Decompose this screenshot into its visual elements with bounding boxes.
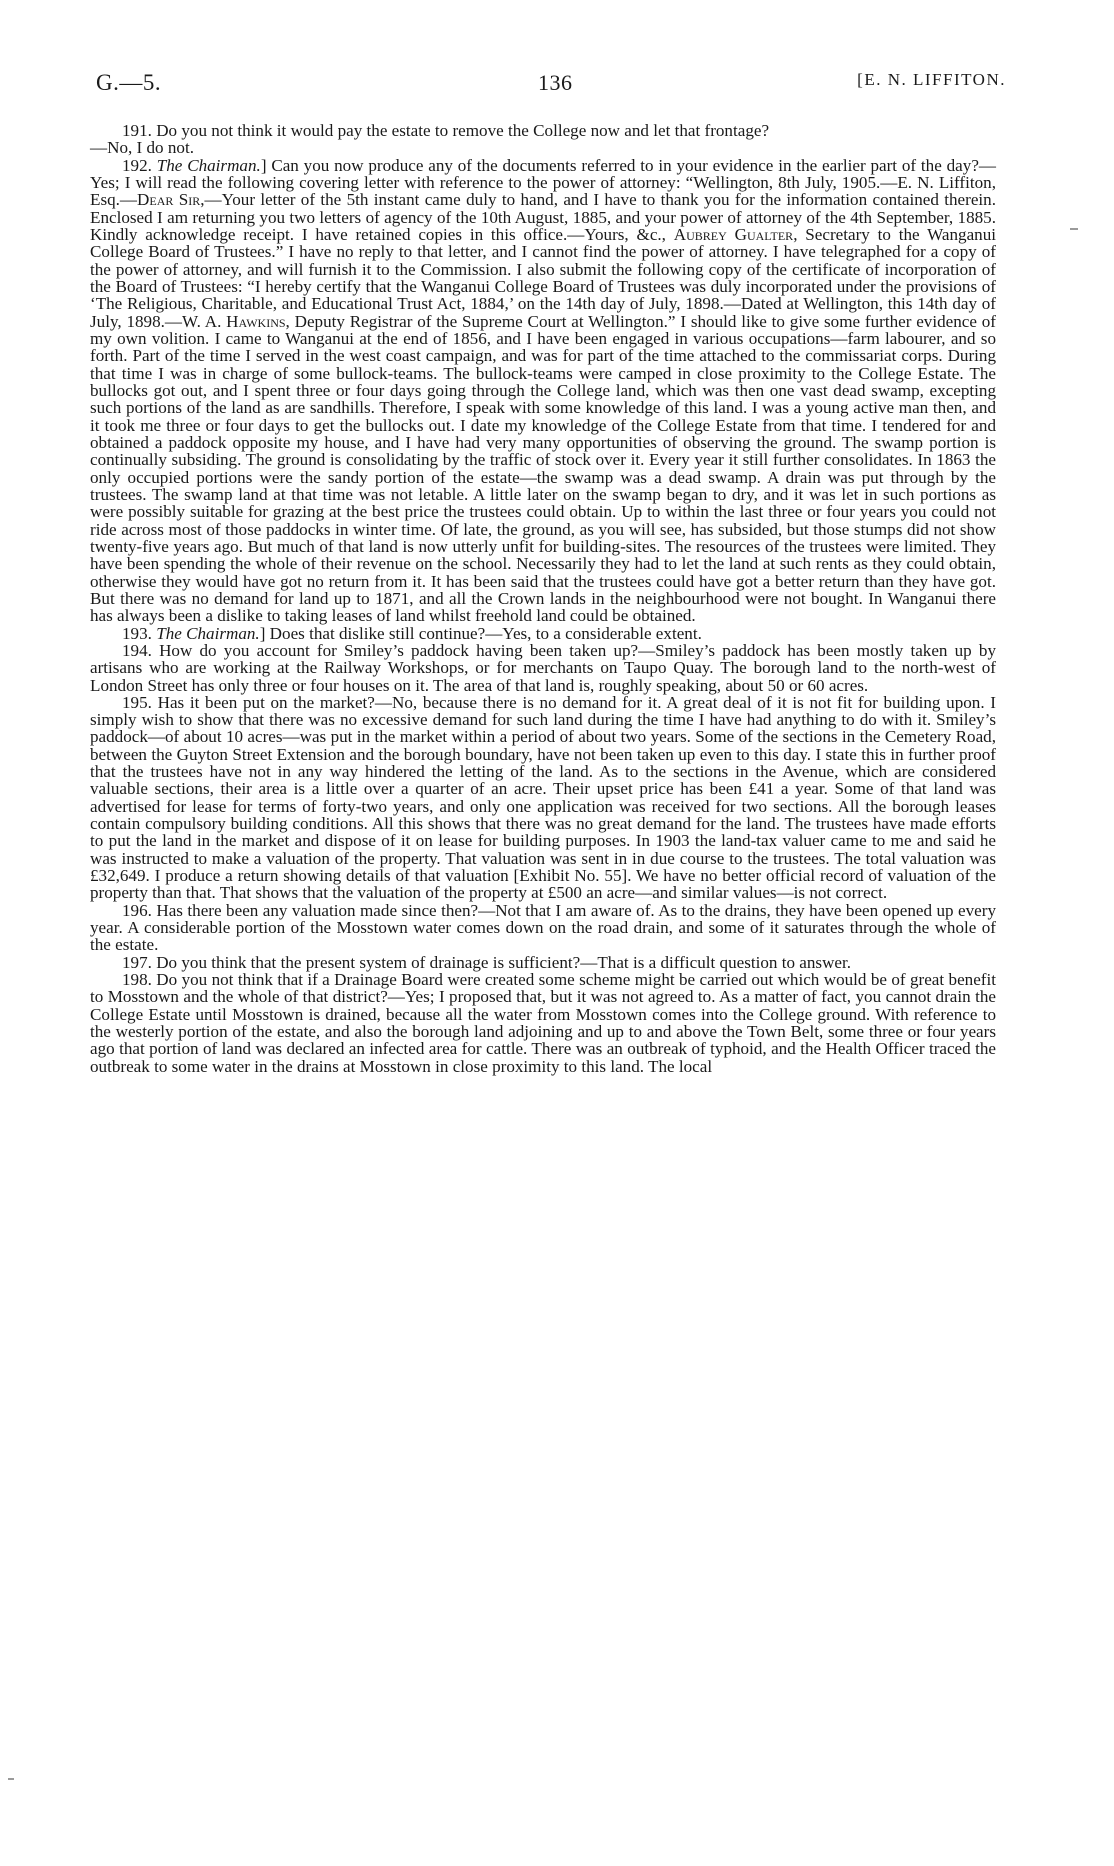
speaker-label: The Chairman.: [156, 623, 260, 643]
text-run: —No, I do not.: [90, 138, 194, 158]
paragraph: [90, 122, 996, 139]
paragraph: [90, 954, 996, 971]
text-run: 192.: [122, 155, 157, 175]
text-run: 195. Has it been put on the market?—No, because there is no demand for it. A great deal of it is not fit for building upon. I simply wish to show that there was no excessive demand for such land during the time I have had anything to do with it. Smiley’s paddock—of about 10 acres—was put in the market within a period of about two years. Some of the sections in the Cemetery Road, between the Guyton Street Extension and the borough boundary, have not been taken up even to this day. I state this in further proof that the trustees have not in any way hindered the letting of the land. As to the sections in the Avenue, which are considered valuable sections, their area is a little over a quarter of an acre. Their upset price has been £41 a year. Some of that land was advertised for lease for terms of forty-two years, and only one application was received for two sections. All the borough leases contain compulsory building conditions. All this shows that there was no great demand for the land. The trustees have made efforts to put the land in the market and dispose of it on lease for building purposes. In 1903 the land-tax valuer came to me and said he was instructed to make a valuation of the property. That valuation was sent in in due course to the trustees. The total valuation was £32,649. I produce a return showing details of that valuation [Exhibit No. 55]. We have no better official record of valuation of the property than that. That shows that the valuation of the property at £500 an acre—and similar values—is not correct.: [90, 692, 996, 903]
text-run: 194. How do you account for Smiley’s paddock having been taken up?—Smiley’s paddock has been mostly taken up by artisans who are working at the Railway Workshops, or for merchants on Taupo Quay. The borough land to the north-west of London Street has only three or four houses on it. The area of that land is, roughly speaking, about 50 or 60 acres.: [90, 640, 996, 695]
paragraph: [90, 902, 996, 954]
paragraph: [90, 971, 996, 1075]
text-run: 197. Do you think that the present system of drainage is sufficient?—That is a difficult question to answer.: [122, 952, 852, 972]
small-caps-text: Dear Sir: [137, 190, 201, 210]
page-number: 136: [538, 70, 573, 95]
scan-mark: [1070, 228, 1078, 230]
text-run: 193.: [122, 623, 157, 643]
text-run: , Deputy Registrar of the Supreme Court at Wellington.” I should like to give some further evidence of my own volition. I came to Wanganui at the end of 1856, and I have been engaged in various occupations—farm labourer, and so forth. Part of the time I served in the west coast campaign, and was for part of the time attached to the commissariat corps. During that time I was in charge of some bullock-teams. The bullock-teams were camped in close proximity to the College Estate. The bullocks got out, and I spent three or four days going through the College land, which was then one vast dead swamp, excepting such portions of the land as are sandhills. Therefore, I speak with some knowledge of this land. I was a young active man then, and it took me three or four days to get the bullocks out. I date my knowledge of the College Estate from that time. I tendered for and obtained a paddock opposite my house, and I have had very many opportunities of observing the ground. The swamp portion is continually subsiding. The ground is consolidating by the traffic of stock over it. Every year it still further consolidates. In 1863 the only occupied portions were the sandy portion of the estate—the swamp was a dead swamp. A drain was put through by the trustees. The swamp land at that time was not letable. A little later on the swamp began to dry, and it was let in such portions as were possibly suitable for grazing at the best price the trustees could obtain. Up to within the last three or four years you could not ride across most of those paddocks in winter time. Of late, the ground, as you will see, has subsided, but those stumps did not show twenty-five years ago. But much of that land is now utterly unfit for building-sites. The resources of the trustees were limited. They have been spending the whole of their revenue on the school. Necessarily they had to let the land at such rents as they could obtain, otherwise they would have got no return from it. It has been said that the trustees could have got a better return than they have got. But there was no demand for land up to 1871, and all the Crown lands in the neighbourhood were not bought. In Wanganui there has always been a dislike to taking leases of land whilst freehold land could be obtained.: [90, 311, 996, 626]
paragraph: [90, 157, 996, 625]
document-reference: G.—5.: [96, 70, 162, 95]
paragraph: [90, 694, 996, 902]
text-run: 191. Do you not think it would pay the estate to remove the College now and let that frontage?: [122, 121, 770, 140]
text-run: 198. Do you not think that if a Drainage Board were created some scheme might be carried out which would be of great benefit to Mosstown and the whole of that district?—Yes; I proposed that, but it was not agreed to. As a matter of fact, you cannot drain the College Estate until Mosstown is drained, because all the water from Mosstown comes into the College ground. With reference to the westerly portion of the estate, and also the borough land adjoining and up to and above the Town Belt, some three or four years ago that portion of land was declared an infected area for cattle. There was an outbreak of typhoid, and the Health Officer traced the outbreak to some water in the drains at Mosstown in close proximity to this land. The local: [90, 970, 996, 1076]
scan-mark: [8, 1778, 14, 1780]
text-run: ,—Your letter of the 5th instant came duly to hand, and I have to thank you for the information contained therein. Enclosed I am returning you two letters of agency of the 10th August, 1885, and your power of attorney of the 4th September, 1885. Kindly acknowledge receipt. I have retained copies in this office.—Yours, &c.,: [90, 190, 996, 244]
text-run: 196. Has there been any valuation made since then?—Not that I am aware of. As to the drains, they have been opened up every year. A considerable portion of the Mosstown water comes down on the road drain, and some of it saturates through the whole of the estate.: [90, 900, 996, 955]
text-run: ] Does that dislike still continue?—Yes, to a considerable extent.: [259, 623, 702, 643]
paragraph: [90, 139, 996, 156]
witness-name: [E. N. LIFFITON.: [857, 70, 1006, 89]
speaker-label: The Chairman.: [156, 155, 261, 175]
small-caps-text: Aubrey Gualter: [673, 224, 794, 244]
text-run: , Secretary to the Wanganui College Board of Trustees.” I have no reply to that letter, and I cannot find the power of attorney. I have telegraphed for a copy of the power of attorney, and will furnish it to the Commission. I also submit the following copy of the certificate of incorporation of the Board of Trustees: “I hereby certify that the Wanganui College Board of Trustees was duly incorporated under the provisions of ‘The Religious, Charitable, and Educational Trust Act, 1884,’ on the 14th day of July, 1898.—Dated at Wellington, this 14th day of July, 1898.—W. A.: [90, 224, 997, 331]
body-text: [90, 122, 996, 1075]
small-caps-text: Hawkins: [226, 311, 286, 331]
paragraph: [90, 642, 996, 694]
paragraph: [90, 625, 996, 642]
text-run: ] Can you now produce any of the documents referred to in your evidence in the earlier part of the day?—Yes; I will read the following covering letter with reference to the power of attorney: “Wellington, 8th July, 1905.—E. N. Liffiton, Esq.—: [90, 155, 996, 210]
